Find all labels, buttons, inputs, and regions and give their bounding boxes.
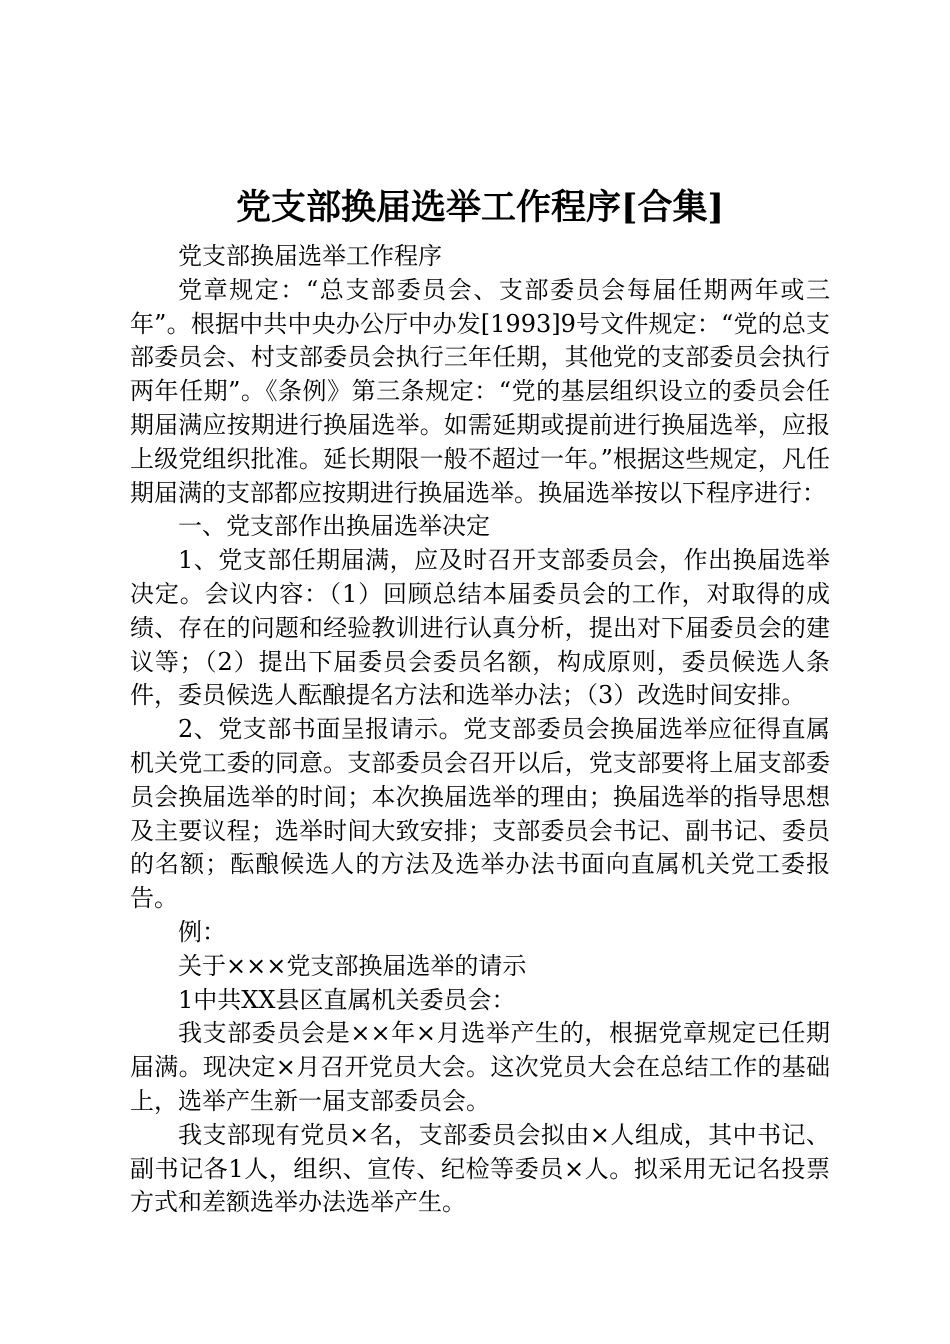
paragraph-subtitle: 党支部换届选举工作程序 bbox=[178, 242, 442, 270]
document-title: 党支部换届选举工作程序[合集] bbox=[235, 187, 725, 228]
paragraph-item-1: 1、党支部任期届满，应及时召开支部委员会，作出换届选举决定。会议内容：（1）回顾总结本届委员会的工作，对取得的成绩、存在的问题和经验教训进行认真分析，提出对下届委员会的建议等；（2）提出下届委员会委员名额，构成原则，委员候选人条件，委员候选人酝酿提名方法和选举办法；（3）改选时间安排。 bbox=[130, 546, 830, 710]
paragraph-addressee: 1中共XX县区直属机关委员会： bbox=[178, 985, 516, 1014]
paragraph-request-body-2: 我支部现有党员×名，支部委员会拟由×人组成，其中书记、副书记各1人，组织、宣传、纪检等委员×人。拟采用无记名投票方式和差额选举办法选举产生。 bbox=[130, 1120, 830, 1217]
paragraph-request-body-1: 我支部委员会是××年×月选举产生的，根据党章规定已任期届满。现决定×月召开党员大会。这次党员大会在总结工作的基础上，选举产生新一届支部委员会。 bbox=[130, 1019, 830, 1115]
document-page bbox=[130, 180, 830, 1220]
section-heading-1: 一、党支部作出换届选举决定 bbox=[178, 512, 490, 541]
paragraph-example-label: 例： bbox=[178, 917, 226, 946]
paragraph-party-constitution: 党章规定：“总支部委员会、支部委员会每届任期两年或三年”。根据中共中央办公厅中办发[1993]9号文件规定：“党的总支部委员会、村支部委员会执行三年任期，其他党的支部委员会执行两年任期”。《条例》第三条规定：“党的基层组织设立的委员会任期届满应按期进行换届选举。如需延期或提前进行换届选举，应报上级党组织批准。延长期限一般不超过一年。”根据这些规定，凡任期届满的支部都应按期进行换届选举。换届选举按以下程序进行： bbox=[130, 275, 830, 507]
paragraph-item-2: 2、党支部书面呈报请示。党支部委员会换届选举应征得直属机关党工委的同意。支部委员会召开以后，党支部要将上届支部委员会换届选举的时间；本次换届选举的理由；换届选举的指导思想及主要议程；选举时间大致安排；支部委员会书记、副书记、委员的名额；酝酿候选人的方法及选举办法书面向直属机关党工委报告。 bbox=[130, 715, 830, 913]
paragraph-request-title: 关于×××党支部换届选举的请示 bbox=[178, 951, 527, 980]
